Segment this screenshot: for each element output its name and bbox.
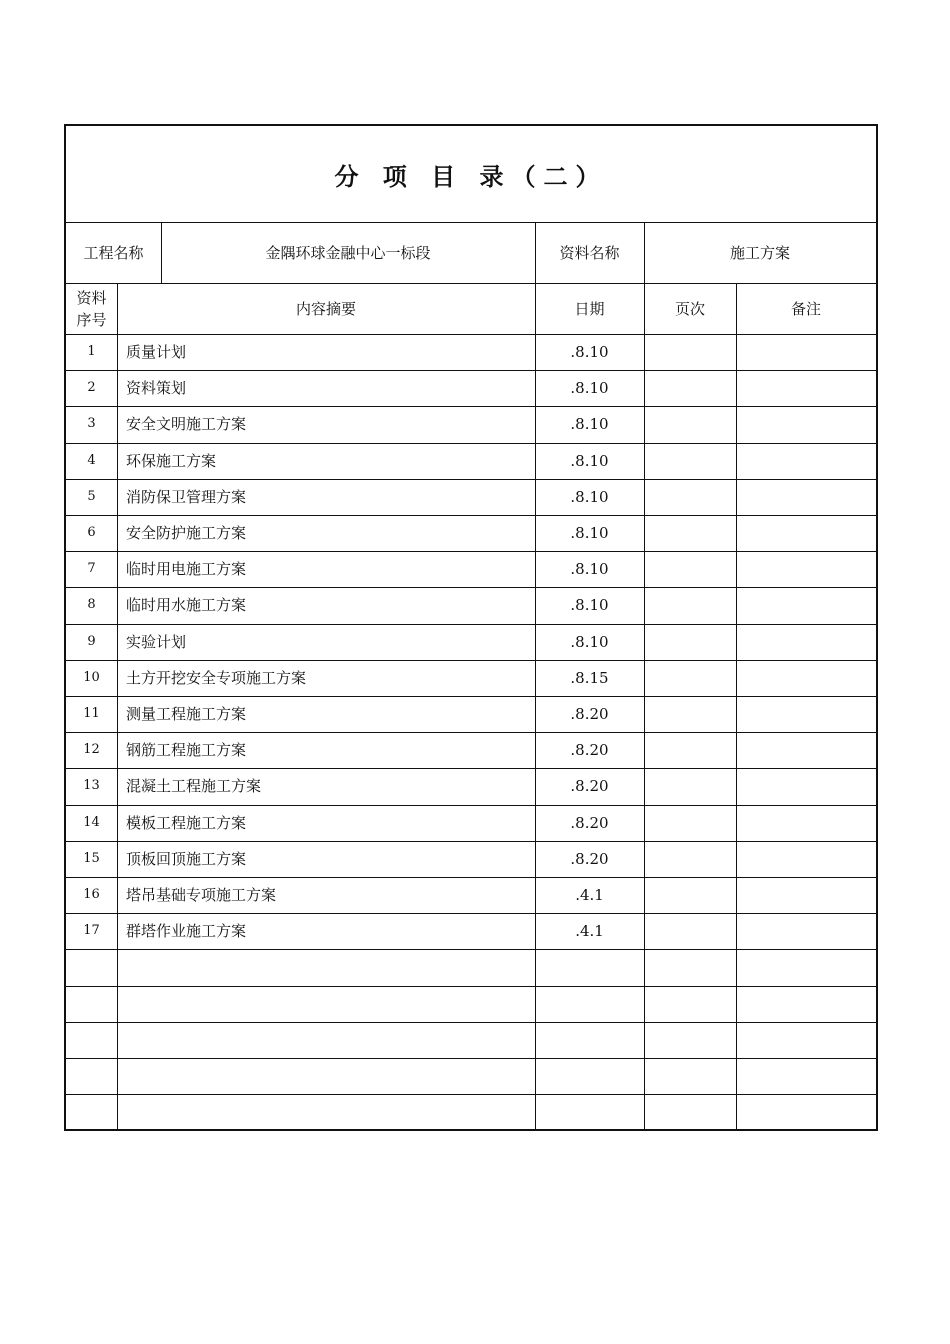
row-date: .8.20	[570, 777, 609, 796]
row-date: .8.20	[570, 705, 609, 724]
row-date: .8.10	[570, 524, 609, 543]
table-rule	[644, 283, 645, 1130]
column-header-page: 页次	[674, 299, 705, 318]
row-content: 临时用水施工方案	[126, 596, 247, 615]
row-content: 钢筋工程施工方案	[126, 741, 247, 760]
row-date: .4.1	[575, 886, 604, 905]
row-seq: 13	[83, 778, 100, 794]
row-date: .8.10	[570, 343, 609, 362]
row-content	[117, 949, 535, 985]
row-content: 资料策划	[126, 379, 187, 398]
row-date: .8.10	[570, 632, 609, 651]
row-content: 群塔作业施工方案	[126, 922, 247, 941]
row-date: .8.20	[570, 849, 609, 868]
row-content: 模板工程施工方案	[126, 813, 247, 832]
row-content: 顶板回顶施工方案	[126, 849, 247, 868]
row-date: .8.10	[570, 379, 609, 398]
row-content: 安全防护施工方案	[126, 524, 247, 543]
row-seq: 3	[87, 416, 96, 432]
row-seq: 12	[83, 742, 100, 758]
column-header-seq: 资料 序号	[76, 288, 107, 329]
row-date: .8.10	[570, 560, 609, 579]
row-date: .8.15	[570, 668, 609, 687]
doc-value: 施工方案	[729, 243, 790, 262]
project-value: 金隅环球金融中心一标段	[265, 243, 431, 262]
row-content: 消防保卫管理方案	[126, 487, 247, 506]
row-seq: 15	[83, 850, 100, 866]
row-seq: 6	[87, 525, 96, 541]
row-date: .8.20	[570, 813, 609, 832]
row-content: 质量计划	[126, 343, 187, 362]
column-header-content: 内容摘要	[295, 299, 356, 318]
table-rule	[736, 283, 737, 1130]
row-date	[535, 1058, 644, 1094]
row-seq	[66, 1058, 117, 1094]
row-seq: 4	[87, 452, 96, 468]
row-content: 临时用电施工方案	[126, 560, 247, 579]
row-date	[535, 949, 644, 985]
column-header-note: 备注	[790, 299, 821, 318]
row-content: 安全文明施工方案	[126, 415, 247, 434]
row-date	[535, 986, 644, 1022]
row-date: .8.10	[570, 596, 609, 615]
row-content: 塔吊基础专项施工方案	[126, 886, 277, 905]
row-seq: 9	[87, 633, 96, 649]
column-header-date: 日期	[574, 299, 605, 318]
row-seq: 17	[83, 923, 100, 939]
row-date: .8.10	[570, 487, 609, 506]
row-seq: 14	[83, 814, 100, 830]
row-date: .8.20	[570, 741, 609, 760]
catalog-table	[64, 124, 878, 1131]
row-seq: 11	[83, 706, 100, 722]
project-label: 工程名称	[83, 243, 144, 262]
row-date: .8.10	[570, 415, 609, 434]
row-seq	[66, 1022, 117, 1058]
row-seq	[66, 986, 117, 1022]
row-seq	[66, 1094, 117, 1130]
row-seq: 8	[87, 597, 96, 613]
row-content	[117, 1022, 535, 1058]
row-content	[117, 1094, 535, 1130]
row-date: .8.10	[570, 451, 609, 470]
row-content: 混凝土工程施工方案	[126, 777, 262, 796]
document-title: 分 项 目 录（二）	[334, 161, 608, 191]
row-date: .4.1	[575, 922, 604, 941]
row-seq: 2	[87, 380, 96, 396]
row-seq: 1	[87, 344, 96, 360]
row-seq: 7	[87, 561, 96, 577]
row-content: 环保施工方案	[126, 451, 217, 470]
doc-label: 资料名称	[559, 243, 620, 262]
row-content	[117, 1058, 535, 1094]
row-content: 实验计划	[126, 632, 187, 651]
row-seq	[66, 949, 117, 985]
row-date	[535, 1022, 644, 1058]
row-date	[535, 1094, 644, 1130]
row-content: 土方开挖安全专项施工方案	[126, 668, 307, 687]
row-content	[117, 986, 535, 1022]
row-content: 测量工程施工方案	[126, 705, 247, 724]
row-seq: 10	[83, 669, 100, 685]
row-seq: 5	[87, 488, 96, 504]
row-seq: 16	[83, 887, 100, 903]
